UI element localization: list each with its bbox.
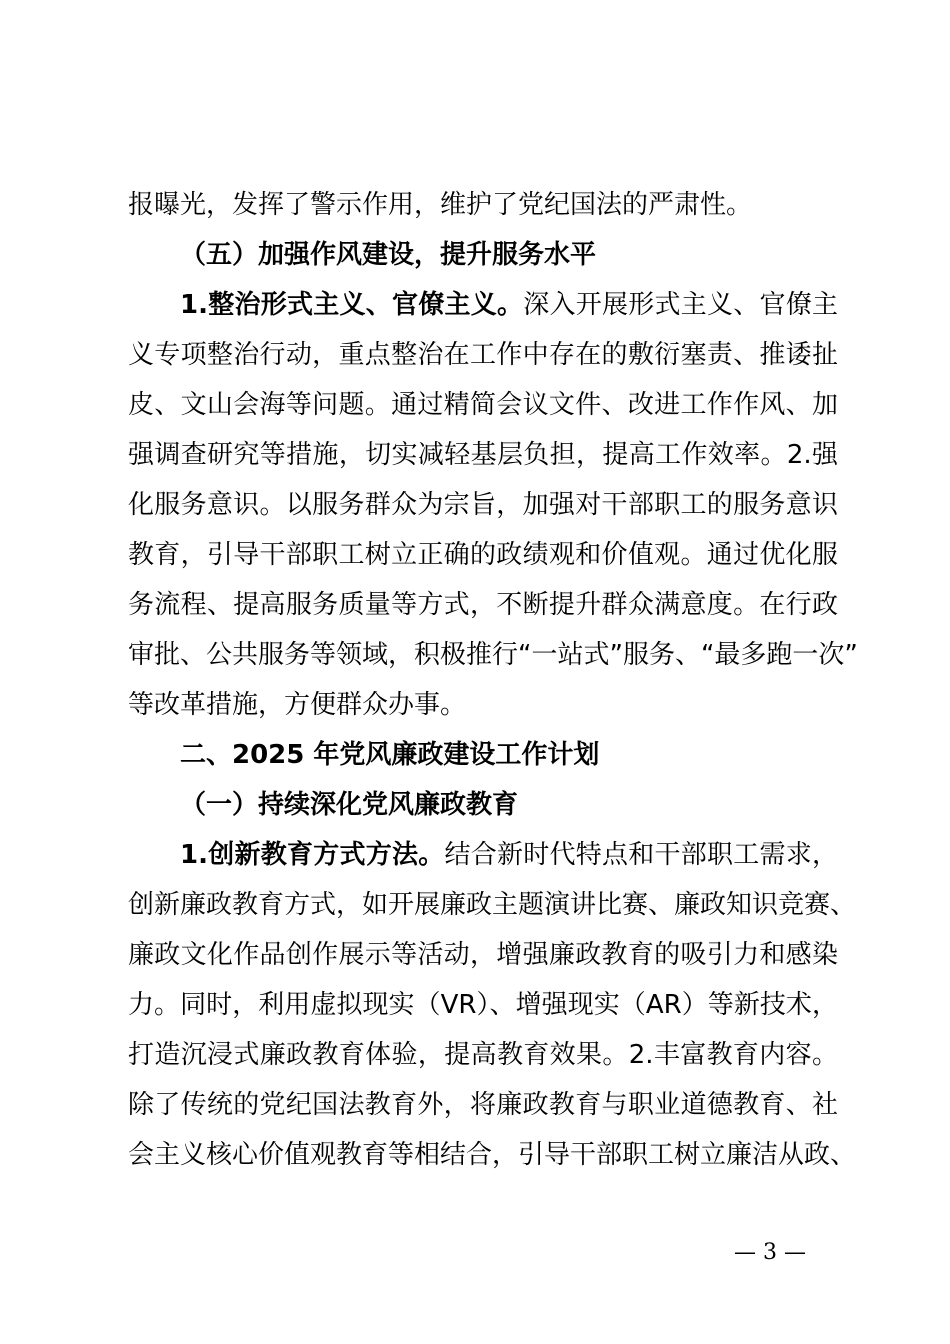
section-heading-1: （一）持续深化党风廉政教育 xyxy=(180,790,519,820)
body-text-line xyxy=(180,830,838,880)
item-text: 结合新时代特点和干部职工需求， xyxy=(444,840,838,870)
page-number: — 3 — xyxy=(734,1240,806,1265)
section-heading-5: （五）加强作风建设，提升服务水平 xyxy=(180,240,597,270)
body-text-line: 廉政文化作品创作展示等活动，增强廉政教育的吸引力和感染 xyxy=(128,940,838,970)
item-text: 深入开展形式主义、官僚主 xyxy=(523,290,838,320)
item-lead: 1.整治形式主义、官僚主义。 xyxy=(180,290,524,320)
body-text-line: 审批、公共服务等领域，积极推行“一站式”服务、“最多跑一次” xyxy=(128,640,858,670)
body-text-line: 除了传统的党纪国法教育外，将廉政教育与职业道德教育、社 xyxy=(128,1090,838,1120)
body-text-line: 会主义核心价值观教育等相结合，引导干部职工树立廉洁从政、 xyxy=(128,1140,857,1170)
body-text-line: 化服务意识。以服务群众为宗旨，加强对干部职工的服务意识 xyxy=(128,490,838,520)
body-text-line: 皮、文山会海等问题。通过精简会议文件、改进工作作风、加 xyxy=(128,390,838,420)
body-text-line: 教育，引导干部职工树立正确的政绩观和价值观。通过优化服 xyxy=(128,540,838,570)
body-text-line: 报曝光，发挥了警示作用，维护了党纪国法的严肃性。 xyxy=(128,190,753,220)
item-lead: 1.创新教育方式方法。 xyxy=(180,840,445,870)
chapter-heading-2: 二、2025 年党风廉政建设工作计划 xyxy=(180,740,600,770)
body-text-line: 创新廉政教育方式，如开展廉政主题演讲比赛、廉政知识竞赛、 xyxy=(128,890,857,920)
body-text-line: 务流程、提高服务质量等方式，不断提升群众满意度。在行政 xyxy=(128,590,838,620)
body-text-line: 等改革措施，方便群众办事。 xyxy=(128,690,467,720)
body-text-line: 强调查研究等措施，切实减轻基层负担，提高工作效率。2.强 xyxy=(128,440,838,470)
body-text-line: 力。同时，利用虚拟现实（VR）、增强现实（AR）等新技术， xyxy=(128,990,838,1020)
body-text-line: 打造沉浸式廉政教育体验，提高教育效果。2.丰富教育内容。 xyxy=(128,1040,838,1070)
body-text-line xyxy=(180,280,838,330)
body-text-line: 义专项整治行动，重点整治在工作中存在的敷衍塞责、推诿扯 xyxy=(128,340,838,370)
